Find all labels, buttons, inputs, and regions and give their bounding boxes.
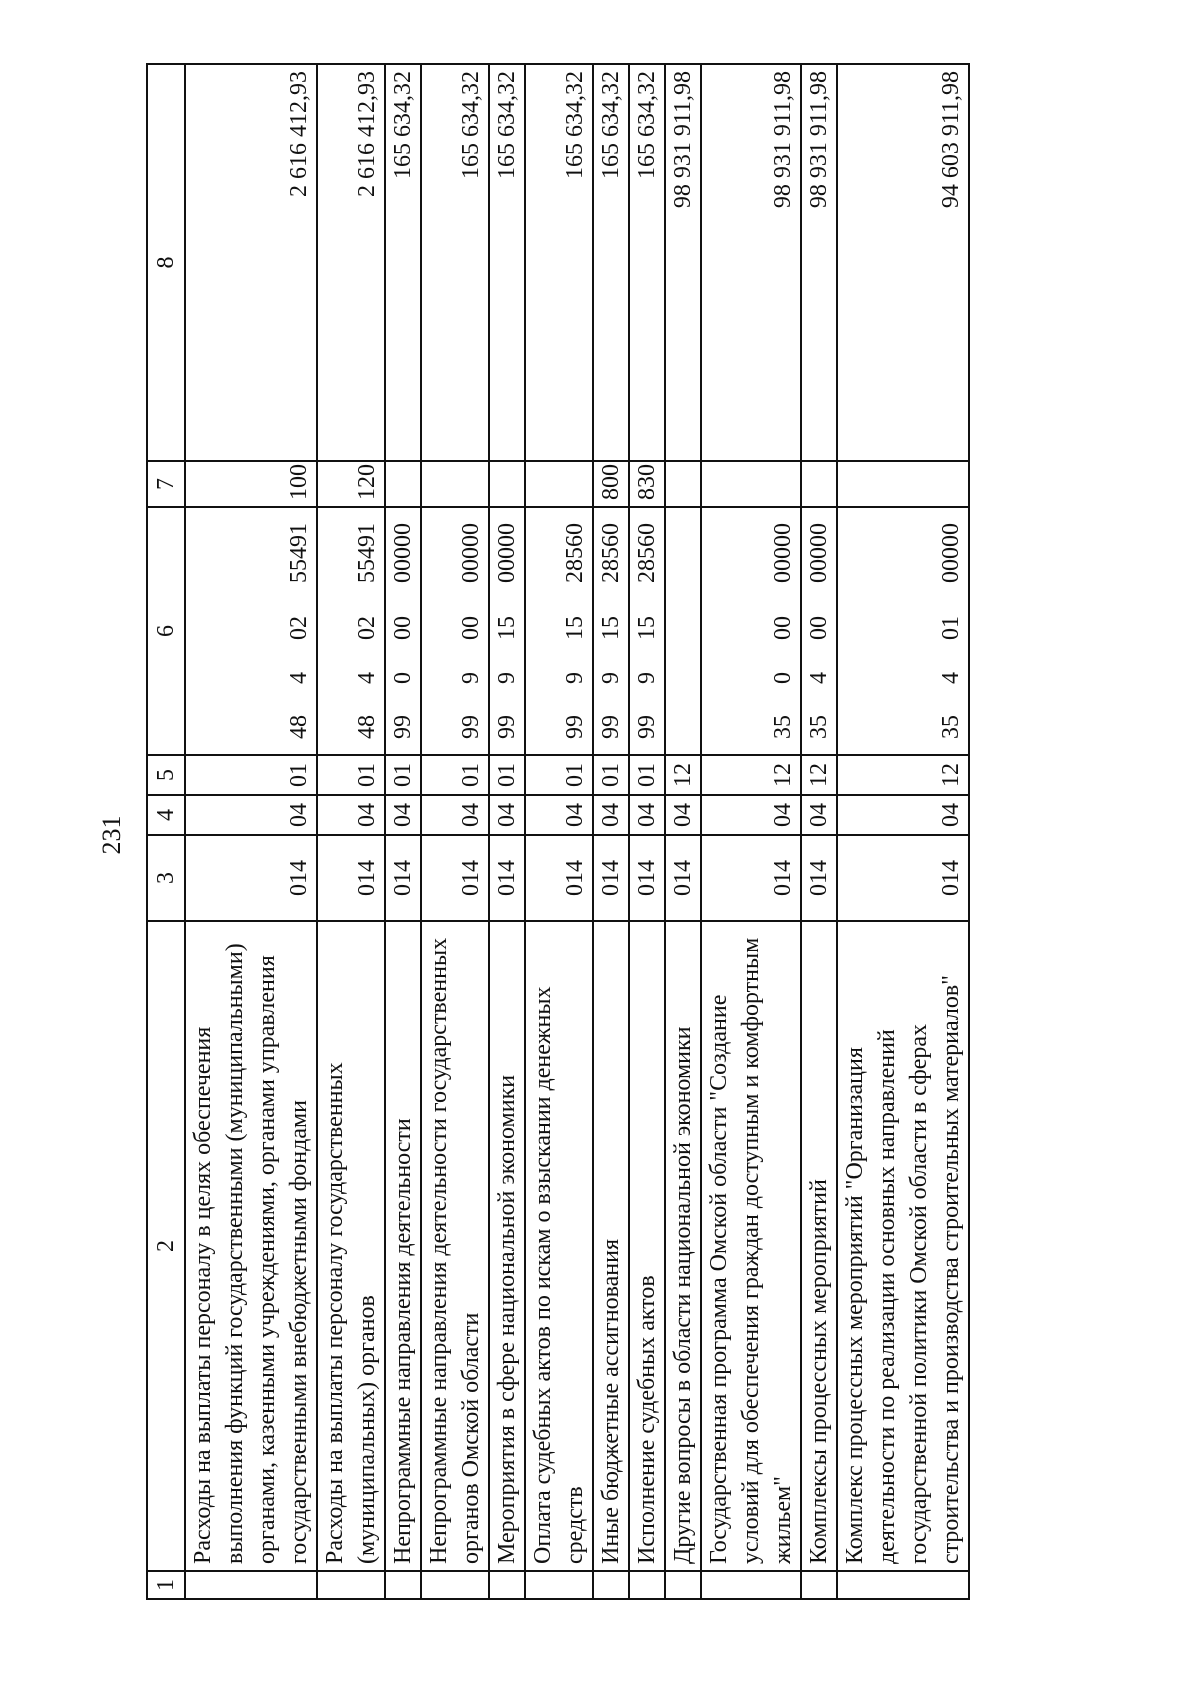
target-article-direction: 28560: [598, 523, 624, 583]
cell-section: 04: [593, 795, 629, 835]
cell-section: 04: [489, 795, 525, 835]
cell-amount: 98 931 911,98: [665, 64, 701, 461]
target-article-subprogram: 00: [770, 616, 796, 640]
header-row: [147, 64, 185, 1599]
cell-section: 04: [421, 795, 489, 835]
budget-table: [146, 63, 970, 1600]
cell-ministry-code: 014: [665, 835, 701, 921]
target-article-program: 48: [354, 715, 380, 739]
cell-expense-type: [801, 461, 837, 507]
target-article-subprogram: 15: [562, 616, 588, 640]
cell-amount: 165 634,32: [385, 64, 421, 461]
table-row: [665, 64, 701, 1599]
target-article-direction: 28560: [634, 523, 660, 583]
cell-target-article: [385, 507, 421, 755]
target-article-direction: 28560: [562, 523, 588, 583]
cell-ministry-code: 014: [489, 835, 525, 921]
cell-subsection: 01: [593, 755, 629, 795]
table-row: [185, 64, 317, 1599]
cell-target-article: [801, 507, 837, 755]
cell-number: [489, 1571, 525, 1599]
cell-subsection: 01: [385, 755, 421, 795]
cell-number: [317, 1571, 385, 1599]
cell-description: Расходы на выплаты персоналу государственных (муниципальных) органов: [317, 921, 385, 1571]
cell-description: Исполнение судебных актов: [629, 921, 665, 1571]
cell-target-article: [629, 507, 665, 755]
cell-description: Комплекс процессных мероприятий "Организация деятельности по реализации основных направлений государственной политики Омской области в сферах строительства и производства строительных материалов": [837, 921, 969, 1571]
cell-amount: 165 634,32: [629, 64, 665, 461]
table-row: [317, 64, 385, 1599]
target-article-program: 99: [494, 715, 520, 739]
cell-amount: 98 931 911,98: [801, 64, 837, 461]
cell-ministry-code: 014: [837, 835, 969, 921]
cell-subsection: 01: [317, 755, 385, 795]
cell-number: [837, 1571, 969, 1599]
column-header-3: 3: [147, 835, 185, 921]
cell-expense-type: [665, 461, 701, 507]
target-article-direction: 55491: [354, 523, 380, 583]
cell-amount: 98 931 911,98: [701, 64, 801, 461]
table-body: [185, 64, 969, 1599]
cell-subsection: 12: [701, 755, 801, 795]
cell-amount: 94 603 911,98: [837, 64, 969, 461]
cell-section: 04: [525, 795, 593, 835]
target-article-subprogram: 00: [458, 616, 484, 640]
target-article-direction: 00000: [458, 523, 484, 583]
cell-target-article: [665, 507, 701, 755]
cell-number: [185, 1571, 317, 1599]
target-article-type: 9: [458, 672, 484, 684]
target-article-program: 35: [806, 715, 832, 739]
cell-amount: 2 616 412,93: [185, 64, 317, 461]
target-article-type: 9: [562, 672, 588, 684]
cell-subsection: 12: [837, 755, 969, 795]
cell-amount: 165 634,32: [421, 64, 489, 461]
table-row: [837, 64, 969, 1599]
target-article-subprogram: 02: [354, 616, 380, 640]
cell-target-article: [421, 507, 489, 755]
target-article-subprogram: 15: [634, 616, 660, 640]
cell-number: [701, 1571, 801, 1599]
cell-section: 04: [801, 795, 837, 835]
column-header-2: 2: [147, 921, 185, 1571]
table-row: [421, 64, 489, 1599]
cell-expense-type: 120: [317, 461, 385, 507]
target-article-program: 99: [390, 715, 416, 739]
cell-section: 04: [665, 795, 701, 835]
target-article-program: 48: [286, 715, 312, 739]
cell-section: 04: [701, 795, 801, 835]
cell-number: [525, 1571, 593, 1599]
target-article-type: 4: [938, 672, 964, 684]
cell-ministry-code: 014: [593, 835, 629, 921]
table-row: [593, 64, 629, 1599]
cell-description: Оплата судебных актов по искам о взыскании денежных средств: [525, 921, 593, 1571]
cell-expense-type: [489, 461, 525, 507]
cell-description: Государственная программа Омской области "Создание условий для обеспечения граждан доступным и комфортным жильем": [701, 921, 801, 1571]
target-article-type: 4: [286, 672, 312, 684]
cell-ministry-code: 014: [701, 835, 801, 921]
cell-expense-type: [837, 461, 969, 507]
table-row: [525, 64, 593, 1599]
column-header-1: 1: [147, 1571, 185, 1599]
table-row: [385, 64, 421, 1599]
cell-expense-type: 830: [629, 461, 665, 507]
cell-description: Мероприятия в сфере национальной экономики: [489, 921, 525, 1571]
target-article-direction: 00000: [390, 523, 416, 583]
cell-section: 04: [837, 795, 969, 835]
cell-number: [593, 1571, 629, 1599]
cell-description: Комплексы процессных мероприятий: [801, 921, 837, 1571]
target-article-direction: 00000: [806, 523, 832, 583]
cell-ministry-code: 014: [185, 835, 317, 921]
cell-target-article: [525, 507, 593, 755]
cell-ministry-code: 014: [801, 835, 837, 921]
cell-target-article: [317, 507, 385, 755]
target-article-subprogram: 00: [806, 616, 832, 640]
cell-number: [801, 1571, 837, 1599]
cell-target-article: [489, 507, 525, 755]
target-article-type: 0: [770, 672, 796, 684]
target-article-type: 9: [598, 672, 624, 684]
column-header-5: 5: [147, 755, 185, 795]
cell-ministry-code: 014: [385, 835, 421, 921]
cell-subsection: 12: [801, 755, 837, 795]
target-article-type: 9: [634, 672, 660, 684]
cell-section: 04: [317, 795, 385, 835]
cell-target-article: [593, 507, 629, 755]
cell-section: 04: [185, 795, 317, 835]
target-article-subprogram: 01: [938, 616, 964, 640]
target-article-direction: 55491: [286, 523, 312, 583]
cell-description: Непрограммные направления деятельности: [385, 921, 421, 1571]
column-header-4: 4: [147, 795, 185, 835]
cell-amount: 2 616 412,93: [317, 64, 385, 461]
target-article-direction: 00000: [938, 523, 964, 583]
cell-expense-type: [701, 461, 801, 507]
cell-number: [385, 1571, 421, 1599]
page-number: 231: [97, 815, 126, 855]
table-row: [489, 64, 525, 1599]
cell-subsection: 01: [185, 755, 317, 795]
cell-description: Иные бюджетные ассигнования: [593, 921, 629, 1571]
column-header-6: 6: [147, 507, 185, 755]
cell-amount: 165 634,32: [489, 64, 525, 461]
table-row: [801, 64, 837, 1599]
target-article-type: 4: [354, 672, 380, 684]
column-header-7: 7: [147, 461, 185, 507]
target-article-direction: 00000: [770, 523, 796, 583]
cell-number: [665, 1571, 701, 1599]
cell-description: Расходы на выплаты персоналу в целях обеспечения выполнения функций государственными (муниципальными) органами, казенными учреждениями, органами управления государственными внебюджетными фондами: [185, 921, 317, 1571]
cell-description: Непрограммные направления деятельности государственных органов Омской области: [421, 921, 489, 1571]
cell-section: 04: [385, 795, 421, 835]
cell-description: Другие вопросы в области национальной экономики: [665, 921, 701, 1571]
target-article-type: 9: [494, 672, 520, 684]
target-article-subprogram: 15: [598, 616, 624, 640]
cell-expense-type: 100: [185, 461, 317, 507]
target-article-direction: 00000: [494, 523, 520, 583]
cell-subsection: 01: [421, 755, 489, 795]
target-article-program: 35: [770, 715, 796, 739]
cell-subsection: 01: [489, 755, 525, 795]
cell-ministry-code: 014: [525, 835, 593, 921]
cell-ministry-code: 014: [317, 835, 385, 921]
target-article-program: 99: [634, 715, 660, 739]
target-article-subprogram: 00: [390, 616, 416, 640]
cell-amount: 165 634,32: [593, 64, 629, 461]
cell-target-article: [701, 507, 801, 755]
cell-number: [421, 1571, 489, 1599]
target-article-program: 99: [598, 715, 624, 739]
cell-subsection: 01: [629, 755, 665, 795]
cell-ministry-code: 014: [629, 835, 665, 921]
table-row: [629, 64, 665, 1599]
cell-target-article: [185, 507, 317, 755]
target-article-type: 4: [806, 672, 832, 684]
target-article-program: 99: [458, 715, 484, 739]
cell-expense-type: 800: [593, 461, 629, 507]
cell-subsection: 12: [665, 755, 701, 795]
cell-amount: 165 634,32: [525, 64, 593, 461]
target-article-program: 99: [562, 715, 588, 739]
table-row: [701, 64, 801, 1599]
cell-section: 04: [629, 795, 665, 835]
cell-ministry-code: 014: [421, 835, 489, 921]
target-article-program: 35: [938, 715, 964, 739]
budget-table-container: [146, 65, 1046, 1600]
cell-number: [629, 1571, 665, 1599]
cell-subsection: 01: [525, 755, 593, 795]
cell-target-article: [837, 507, 969, 755]
target-article-subprogram: 15: [494, 616, 520, 640]
target-article-subprogram: 02: [286, 616, 312, 640]
cell-expense-type: [385, 461, 421, 507]
target-article-type: 0: [390, 672, 416, 684]
cell-expense-type: [525, 461, 593, 507]
cell-expense-type: [421, 461, 489, 507]
column-header-8: 8: [147, 64, 185, 461]
